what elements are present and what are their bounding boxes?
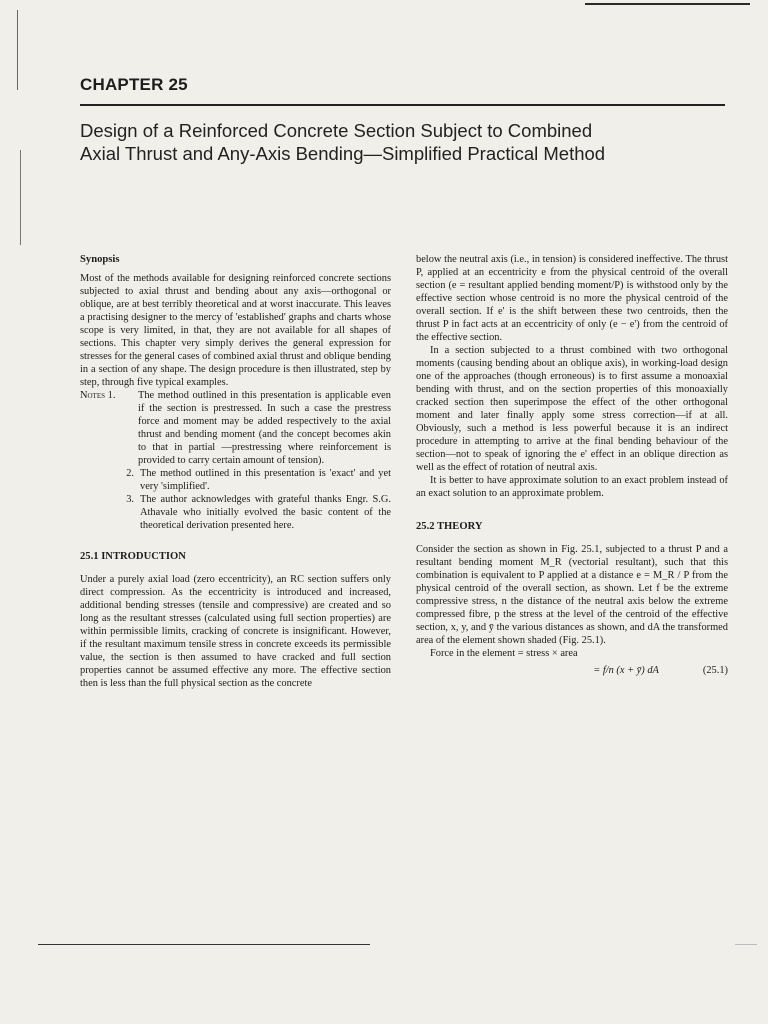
title-line-1: Design of a Reinforced Concrete Section Subject to Combined	[80, 120, 593, 141]
top-rule	[585, 3, 750, 5]
note-item	[80, 389, 391, 467]
note-number: 2.	[126, 468, 134, 479]
note-number: 3.	[126, 494, 134, 505]
scan-mark	[735, 944, 757, 945]
equation-row	[416, 664, 728, 677]
synopsis-body: Most of the methods available for designing reinforced concrete sections subjected to axial thrust and bending about any axis—orthogonal or oblique, are at best terribly theoretical and at worst inaccurate. This leaves a practising designer to the mercy of 'established' graphs and charts whose scope is very limited, in that, they are not available for all shapes of sections. This chapter very simply derives the general expression for stresses for the general cases of combined axial thrust and oblique bending in a section of any shape. The design procedure is then illustrated, step by step, through five typical examples.	[80, 273, 391, 388]
note-item	[80, 467, 391, 493]
synopsis-heading: Synopsis	[80, 254, 120, 265]
scan-mark	[20, 150, 21, 245]
approximate-solution-paragraph: It is better to have approximate solution to an exact problem instead of an exact solution to an approximate problem.	[416, 475, 728, 499]
note-text: The method outlined in this presentation is 'exact' and yet very 'simplified'.	[140, 468, 391, 492]
note-text: The method outlined in this presentation is applicable even if the section is prestressed. In such a case the prestress force and moment may be added respectively to the axial thrust and bending moment (and the concept becomes akin to that in partial —prestressing where reinforcement is provided to carry certain amount of tension).	[138, 390, 391, 466]
left-column	[80, 253, 391, 690]
right-column	[416, 253, 728, 677]
title-line-2: Axial Thrust and Any-Axis Bending—Simplified Practical Method	[80, 143, 606, 164]
oblique-bending-paragraph: In a section subjected to a thrust combined with two orthogonal moments (causing bending about an oblique axis), in working-load design one of the approaches (though erroneous) is to first assume a monoaxial bending with thrust, and on the section properties of this monoaxially cracked section then superimpose the effect of the other orthogonal moment and later finally apply some stress correction—if at all. Obviously, such a method is less powerful because it is an indirect procedure in attempting to arrive at the final bending behaviour of the section—not to speak of ignoring the e' effect in an oblique direction as well as the effect of rotation of neutral axis.	[416, 345, 728, 473]
force-statement: Force in the element = stress × area	[430, 648, 578, 659]
notes-label: Notes 1.	[80, 390, 116, 401]
equation-number: (25.1)	[702, 665, 728, 676]
chapter-rule	[80, 104, 725, 106]
chapter-label: CHAPTER 25	[80, 75, 188, 94]
note-text: The author acknowledges with grateful thanks Engr. S.G. Athavale who initially evolved the basic content of the theoretical derivation presented here.	[140, 494, 391, 531]
introduction-heading: 25.1 INTRODUCTION	[80, 551, 186, 562]
introduction-body: Under a purely axial load (zero eccentricity), an RC section suffers only direct compression. As the eccentricity is introduced and increased, additional bending stresses (tensile and compressive) are created and so long as the resultant stresses (calculated using full section properties) are within permissible limits, cracking of concrete is insignificant. However, if the resultant maximum tensile stress in concrete exceeds its permissible value, the section is then assumed to have cracked and full section properties cannot be assumed effective any more. The effective section then is less than the full physical section as the concrete	[80, 574, 391, 689]
note-item	[80, 493, 391, 532]
theory-heading: 25.2 THEORY	[416, 521, 483, 532]
notes-list	[80, 389, 391, 532]
scan-mark	[17, 10, 18, 90]
neutral-axis-paragraph: below the neutral axis (i.e., in tension) is considered ineffective. The thrust P, applied at an eccentricity e from the physical centroid of the overall section (e = resultant applied bending moment/P) is withstood only by the effective section whose centroid is no more the physical centroid of the overall section. If e' is the shift between these two centroids, then the thrust P in fact acts at an eccentricity of only (e − e') from the centroid of the effective section.	[416, 254, 728, 343]
equation: = f/n (x + ȳ) dA	[593, 665, 659, 676]
chapter-title	[80, 119, 740, 165]
footer-rule	[38, 944, 370, 945]
theory-paragraph: Consider the section as shown in Fig. 25.1, subjected to a thrust P and a resultant bending moment M_R (vectorial resultant), such that this combination is equivalent to P applied at a distance e = M_R / P from the physical centroid of the overall section, as shown. Let f be the extreme compressive stress, n the distance of the neutral axis below the extreme compressed fibre, p the stress at the level of the centroid of the effective section, x, y, and ȳ the various distances as shown, and dA the transformed area of the element shown shaded (Fig. 25.1).	[416, 544, 728, 646]
